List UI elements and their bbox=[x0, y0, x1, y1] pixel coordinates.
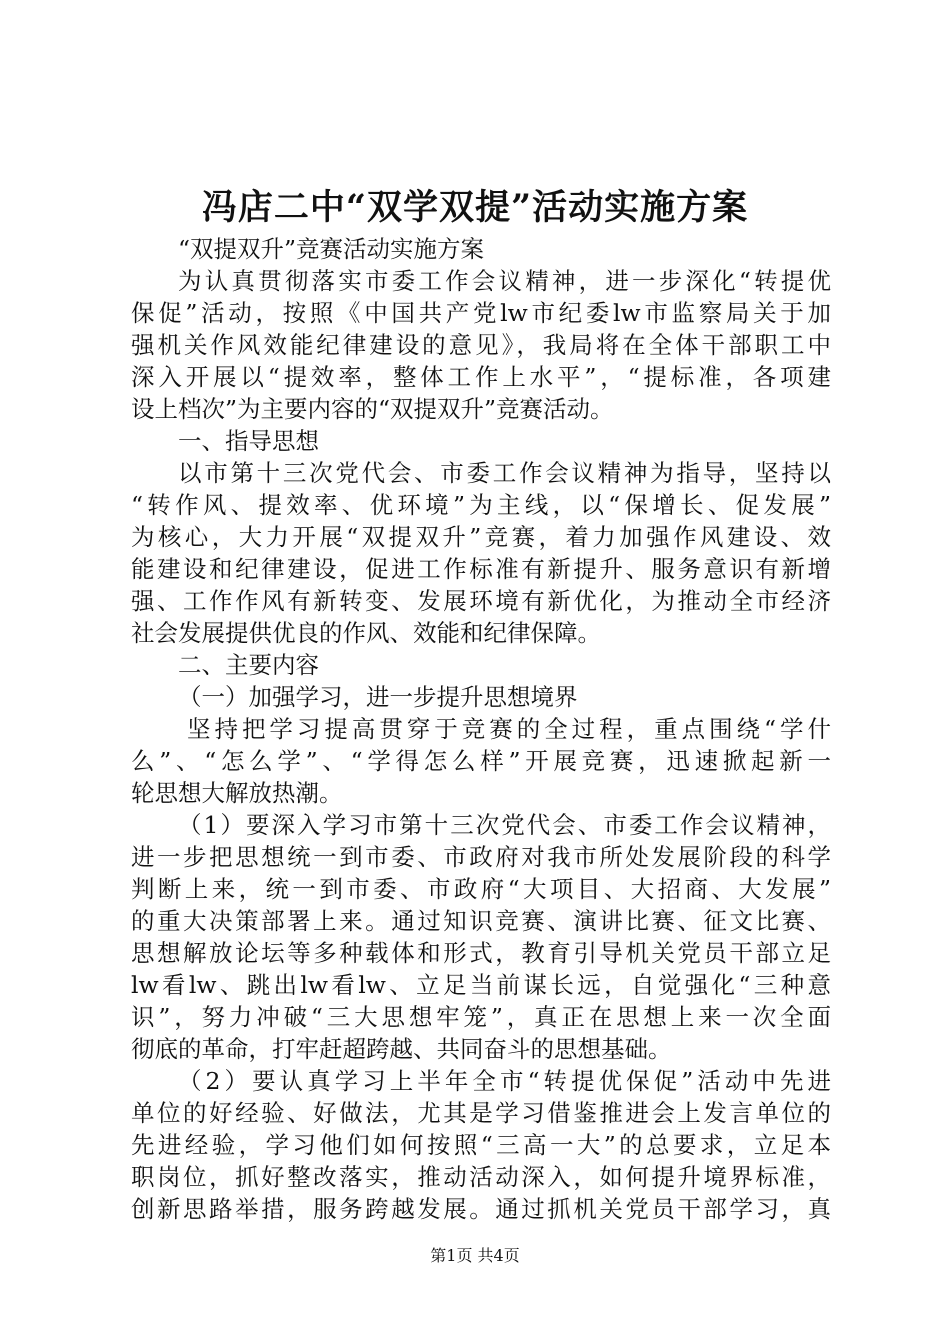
subsection-heading: （一）加强学习，进一步提升思想境界 bbox=[178, 683, 578, 711]
paragraph-line: 社会发展提供优良的作风、效能和纪律保障。 bbox=[131, 619, 601, 647]
paragraph-line: 设上档次”为主要内容的“双提双升”竞赛活动。 bbox=[131, 395, 614, 423]
paragraph-line: 单位的好经验、好做法，尤其是学习借鉴推进会上发言单位的 bbox=[131, 1099, 831, 1127]
paragraph-line: “转作风、提效率、优环境”为主线，以“保增长、促发展” bbox=[131, 491, 831, 519]
paragraph-line: 为认真贯彻落实市委工作会议精神，进一步深化“转提优 bbox=[178, 267, 831, 295]
paragraph-line: 进一步把思想统一到市委、市政府对我市所处发展阶段的科学 bbox=[131, 843, 831, 871]
paragraph-line: 为核心，大力开展“双提双升”竞赛，着力加强作风建设、效 bbox=[131, 523, 831, 551]
paragraph-line: 强、工作作风有新转变、发展环境有新优化，为推动全市经济 bbox=[131, 587, 831, 615]
document-body bbox=[131, 233, 831, 1225]
document-title: 冯店二中“双学双提”活动实施方案 bbox=[201, 187, 749, 228]
page-footer: 第1页 共4页 bbox=[430, 1246, 520, 1265]
paragraph-line: 坚持把学习提高贯穿于竞赛的全过程，重点围绕“学什 bbox=[187, 715, 831, 743]
subtitle-line: “双提双升”竞赛活动实施方案 bbox=[178, 235, 485, 263]
paragraph-line: 创新思路举措，服务跨越发展。通过抓机关党员干部学习，真 bbox=[131, 1195, 831, 1223]
paragraph-line: 强机关作风效能纪律建设的意见》，我局将在全体干部职工中 bbox=[131, 331, 831, 359]
paragraph-line: 判断上来，统一到市委、市政府“大项目、大招商、大发展” bbox=[131, 875, 831, 903]
section-heading: 二、主要内容 bbox=[178, 651, 319, 679]
paragraph-line: 识”，努力冲破“三大思想牢笼”，真正在思想上来一次全面 bbox=[131, 1003, 831, 1031]
paragraph-line: 保促”活动，按照《中国共产党lw市纪委lw市监察局关于加 bbox=[131, 299, 831, 327]
paragraph-line: 先进经验，学习他们如何按照“三高一大”的总要求，立足本 bbox=[131, 1131, 831, 1159]
paragraph-line: （2）要认真学习上半年全市“转提优保促”活动中先进 bbox=[178, 1067, 831, 1095]
paragraph-line: 思想解放论坛等多种载体和形式，教育引导机关党员干部立足 bbox=[131, 939, 831, 967]
paragraph-line: 深入开展以“提效率，整体工作上水平”，“提标准，各项建 bbox=[131, 363, 831, 391]
paragraph-line: lw看lw、跳出lw看lw、立足当前谋长远，自觉强化“三种意 bbox=[131, 971, 831, 999]
paragraph-line: 职岗位，抓好整改落实，推动活动深入，如何提升境界标准， bbox=[131, 1163, 831, 1191]
paragraph-line: 的重大决策部署上来。通过知识竞赛、演讲比赛、征文比赛、 bbox=[131, 907, 831, 935]
section-heading: 一、指导思想 bbox=[178, 427, 319, 455]
paragraph-line: 么”、“怎么学”、“学得怎么样”开展竞赛，迅速掀起新一 bbox=[131, 747, 831, 775]
paragraph-line: 彻底的革命，打牢赶超跨越、共同奋斗的思想基础。 bbox=[131, 1035, 672, 1063]
paragraph-line: 能建设和纪律建设，促进工作标准有新提升、服务意识有新增 bbox=[131, 555, 831, 583]
paragraph-line: 以市第十三次党代会、市委工作会议精神为指导，坚持以 bbox=[178, 459, 831, 487]
paragraph-line: （1）要深入学习市第十三次党代会、市委工作会议精神， bbox=[178, 811, 831, 839]
paragraph-line: 轮思想大解放热潮。 bbox=[131, 779, 343, 807]
